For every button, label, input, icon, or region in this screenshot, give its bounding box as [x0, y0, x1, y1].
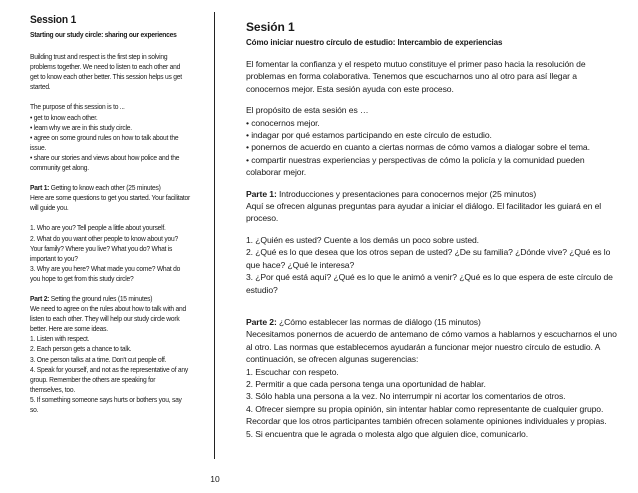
purpose-item-es: • compartir nuestras experiencias y perspectivas de cómo la policía y la comunidad pueden colaborar mejor.: [246, 154, 585, 178]
rule-item-en: 3. One person talks at a time. Don't cut people off.: [30, 354, 167, 364]
part2-label-en: Part 2:: [30, 293, 50, 303]
spanish-column: [246, 20, 618, 460]
purpose-list-es: [246, 117, 618, 179]
question-item-es: 2. ¿Qué es lo que desea que los otros sepan de usted? ¿De su familia? ¿Dónde vive? ¿Qué es lo que hace? ¿Qué le interesa?: [246, 247, 611, 270]
page-number: 10: [210, 474, 220, 484]
rule-item-en: 1. Listen with respect.: [30, 334, 90, 344]
rule-item-es: 5. Si encuentra que le agrada o molesta algo que alguien dice, comunicarlo.: [246, 428, 529, 439]
column-divider: [214, 12, 215, 459]
question-item-es: 1. ¿Quién es usted? Cuente a los demás un poco sobre usted.: [246, 234, 479, 245]
rule-item-es: 4. Ofrecer siempre su propia opinión, sin intentar hablar como representante de cualquier grupo. Recordar que los otros participantes también ofrecen solamente opiniones individuales y propias.: [246, 403, 607, 427]
purpose-item-es: • ponernos de acuerdo en cuanto a ciertas normas de cómo vamos a dialogar sobre el tema.: [246, 142, 590, 153]
purpose-item-es: • indagar por qué estamos participando en este círculo de estudio.: [246, 130, 492, 141]
part2-label-es: Parte 2:: [246, 316, 277, 327]
part2-heading-es: [246, 316, 618, 328]
purpose-item-es: • conocernos mejor.: [246, 117, 320, 128]
rule-item-es: 1. Escuchar con respeto.: [246, 366, 339, 377]
session-subtitle-es: Cómo iniciar nuestro círculo de estudio: Intercambio de experiencias: [246, 38, 503, 47]
rule-item-es: 3. Sólo habla una persona a la vez. No interrumpir ni acortar los comentarios de otros.: [246, 391, 566, 402]
part1-heading-en: [30, 183, 190, 193]
part1-label-en: Part 1:: [30, 183, 50, 193]
part1-heading-es: [246, 188, 618, 200]
rule-item-es: 2. Permitir a que cada persona tenga una oportunidad de hablar.: [246, 378, 486, 389]
english-column: [30, 14, 190, 459]
part2-description-en: We need to agree on the rules about how to talk with and listen to each other. They will help our study circle work better. Here are some ideas.: [30, 304, 186, 334]
intro-paragraph-es: El fomentar la confianza y el respeto mutuo constituye el primer paso hacia la resolución de problemas en forma colaborativa. Tenemos que escucharnos uno al otro para así llegar a conocernos mejor. Esta sesión ayuda con este proceso.: [246, 59, 586, 94]
question-item-es: 3. ¿Por qué está aquí? ¿Qué es lo que le animó a venir? ¿Qué es lo que espera de este círculo de estudio?: [246, 272, 613, 295]
part1-label-es: Parte 1:: [246, 188, 277, 199]
session-title-es: Sesión 1: [246, 20, 295, 34]
part1-description-en: Here are some questions to get you started. Your facilitator will guide you.: [30, 193, 190, 213]
session-title-en: Session 1: [30, 14, 77, 26]
part2-rules-es: [246, 366, 618, 440]
part1-questions-en: [30, 223, 190, 284]
part1-title-es: Introducciones y presentaciones para conocernos mejor (25 minutos): [276, 188, 537, 199]
question-item-en: 1. Who are you? Tell people a little about yourself.: [30, 223, 166, 233]
part1-description-es: Aquí se ofrecen algunas preguntas para ayudar a iniciar el diálogo. El facilitador les guiará en el proceso.: [246, 201, 602, 224]
purpose-item-en: • agree on some ground rules on how to talk about the issue.: [30, 132, 179, 152]
part1-title-en: Getting to know each other (25 minutes): [49, 183, 161, 193]
intro-paragraph-en: Building trust and respect is the first step in solving problems together. We need to listen to each other and get to know each other better. This session helps us get started.: [30, 52, 182, 92]
purpose-item-en: • learn why we are in this study circle.: [30, 122, 132, 132]
question-item-en: 3. Why are you here? What made you come? What do you hope to get from this study circle?: [30, 263, 181, 283]
part2-title-en: Setting the ground rules (15 minutes): [49, 293, 153, 303]
rule-item-en: 4. Speak for yourself, and not as the representative of any group. Remember the others are speaking for themselves, too.: [30, 364, 188, 394]
part2-rules-en: [30, 334, 190, 415]
rule-item-en: 5. If something someone says hurts or bothers you, say so.: [30, 394, 182, 414]
question-item-en: 2. What do you want other people to know about you? Your family? Where you live? What you do? What is important to you?: [30, 233, 178, 263]
part2-title-es: ¿Cómo establecer las normas de diálogo (15 minutos): [276, 316, 481, 327]
purpose-item-en: • share our stories and views about how police and the community get along.: [30, 152, 180, 173]
part1-questions-es: [246, 234, 618, 296]
purpose-list-en: [30, 113, 190, 174]
rule-item-en: 2. Each person gets a chance to talk.: [30, 344, 132, 354]
purpose-heading-en: The purpose of this session is to ...: [30, 102, 125, 112]
session-subtitle-en: Starting our study circle: sharing our experiences: [30, 30, 177, 39]
purpose-heading-es: El propósito de esta sesión es …: [246, 105, 369, 116]
part2-description-es: Necesitamos ponernos de acuerdo de antemano de cómo vamos a hablarnos y escucharnos el uno al otro. Las normas que establecemos ayudarán a funcionar mejor nuestro círculo de estudio. A continuación, se ofrecen algunas sugerencias:: [246, 329, 617, 365]
part2-heading-en: [30, 294, 190, 304]
purpose-item-en: • get to know each other.: [30, 112, 98, 122]
